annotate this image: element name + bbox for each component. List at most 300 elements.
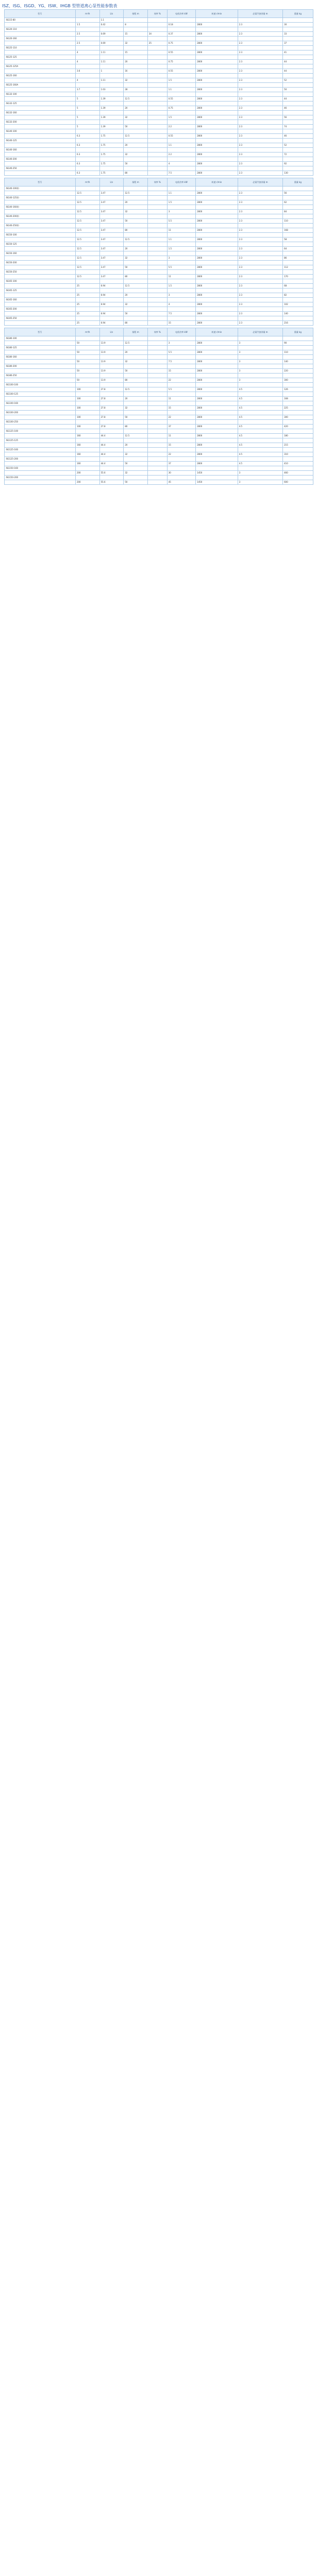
table-cell: 44.4 [99, 443, 124, 448]
table-row [4, 392, 313, 397]
table-cell [196, 55, 238, 60]
table-cell [283, 55, 313, 60]
table-cell [99, 316, 124, 321]
model-cell: ISG25-125 [4, 55, 75, 60]
table-cell: 1.1 [167, 88, 195, 92]
table-cell: 168 [283, 228, 313, 233]
table-cell: 215 [283, 443, 313, 448]
table-cell: 12.5 [75, 200, 99, 205]
model-cell: ISG20-160 [4, 37, 75, 41]
table-cell [147, 171, 167, 176]
model-cell [4, 97, 75, 101]
table-cell [196, 224, 238, 228]
table-cell [147, 346, 167, 350]
model-cell: ISG50-200 [4, 261, 75, 265]
table-cell: 44 [283, 60, 313, 64]
table-cell: 2800 [196, 256, 238, 261]
table-cell: 3.47 [99, 228, 124, 233]
table-cell: 6.3 [75, 134, 99, 139]
table-cell: 44 [283, 69, 313, 74]
table-cell [196, 289, 238, 293]
table-cell [196, 336, 238, 341]
header-efficiency: 效率 % [147, 10, 167, 18]
table-cell: 46 [283, 134, 313, 139]
table-cell [75, 214, 99, 219]
table-cell [147, 438, 167, 443]
table-cell [99, 401, 124, 406]
table-cell [147, 196, 167, 200]
table-cell: 15 [167, 369, 195, 374]
table-cell [196, 18, 238, 23]
table-cell [99, 476, 124, 480]
table-cell [147, 205, 167, 210]
table-cell [283, 18, 313, 23]
table-cell: 160 [75, 434, 99, 438]
table-cell [75, 289, 99, 293]
table-row [4, 270, 313, 275]
table-cell: 2.3 [238, 88, 282, 92]
table-cell: 2800 [196, 97, 238, 101]
table-cell: 30 [283, 23, 313, 27]
table-cell: 0.55 [167, 134, 195, 139]
table-cell: 52 [283, 78, 313, 83]
table-row [4, 471, 313, 476]
model-cell: ISG125-125 [4, 438, 75, 443]
table-cell: 3 [238, 471, 282, 476]
table-cell [147, 401, 167, 406]
table-row [4, 115, 313, 120]
table-cell [147, 50, 167, 55]
table-cell: 0.55 [167, 69, 195, 74]
table-cell: 0.18 [167, 23, 195, 27]
table-row [4, 289, 313, 293]
table-cell [196, 27, 238, 32]
table-cell: 6.3 [75, 171, 99, 176]
header-speed: 转速 r/min [196, 178, 238, 187]
table-cell: 82 [283, 293, 313, 298]
table-cell: 3 [238, 369, 282, 374]
table-row [4, 411, 313, 415]
model-cell [4, 69, 75, 74]
table-cell: 13.9 [99, 360, 124, 364]
table-cell [124, 374, 148, 378]
model-cell [4, 369, 75, 374]
table-cell: 62 [283, 200, 313, 205]
table-cell [238, 476, 282, 480]
table-cell: 2800 [196, 247, 238, 251]
model-cell: ISG32-200 [4, 120, 75, 125]
table-cell [75, 120, 99, 125]
table-cell: 5 [75, 106, 99, 111]
table-cell [99, 438, 124, 443]
table-cell: 11 [167, 228, 195, 233]
model-cell: ISG65-100 [4, 279, 75, 284]
table-cell [147, 480, 167, 485]
model-cell: ISG65-160 [4, 298, 75, 302]
header-efficiency: 效率 % [147, 328, 167, 336]
table-cell [75, 129, 99, 134]
model-cell [4, 378, 75, 383]
table-row [4, 69, 313, 74]
table-cell: 32 [124, 302, 148, 307]
table-cell [99, 74, 124, 78]
model-cell: ISG80-200 [4, 364, 75, 369]
table-cell [99, 364, 124, 369]
table-cell [283, 383, 313, 387]
table-cell: 12.5 [124, 434, 148, 438]
table-cell [147, 129, 167, 134]
table-cell [283, 316, 313, 321]
table-row [4, 275, 313, 279]
table-cell: 2800 [196, 60, 238, 64]
table-row [4, 152, 313, 157]
model-cell: ISG50-160 [4, 251, 75, 256]
table-row [4, 214, 313, 219]
table-cell [167, 429, 195, 434]
model-cell: ISG25-160A [4, 83, 75, 88]
table-cell [147, 360, 167, 364]
table-cell: 3.7 [75, 88, 99, 92]
table-cell: 6.94 [99, 321, 124, 326]
section-3-wrapper [4, 328, 313, 485]
model-cell: ISG32-125 [4, 101, 75, 106]
table-cell: 50 [75, 350, 99, 355]
table-cell [75, 111, 99, 115]
table-cell [124, 438, 148, 443]
model-cell [4, 60, 75, 64]
table-cell [238, 187, 282, 191]
table-row [4, 111, 313, 115]
table-row [4, 83, 313, 88]
table-cell: 1.75 [99, 162, 124, 166]
table-cell [283, 120, 313, 125]
table-row [4, 457, 313, 462]
model-cell [4, 312, 75, 316]
table-cell: 32 [124, 78, 148, 83]
model-cell: ISG40-125(I) [4, 196, 75, 200]
table-cell [238, 233, 282, 238]
table-cell: 0.69 [99, 41, 124, 46]
table-cell: 12.5 [124, 238, 148, 242]
model-cell: ISG25-125A [4, 64, 75, 69]
table-cell [124, 196, 148, 200]
table-cell: 12.5 [75, 219, 99, 224]
table-cell: 50 [124, 312, 148, 316]
table-cell: 1.39 [99, 125, 124, 129]
table-cell [75, 279, 99, 284]
table-cell: 3 [167, 293, 195, 298]
table-cell [75, 438, 99, 443]
table-row [4, 139, 313, 143]
table-cell: 3 [238, 341, 282, 346]
model-cell [4, 115, 75, 120]
table-cell [167, 411, 195, 415]
table-row [4, 355, 313, 360]
table-cell [99, 37, 124, 41]
table-cell [124, 466, 148, 471]
header-speed: 转速 r/min [196, 10, 238, 18]
table-cell [147, 162, 167, 166]
table-cell: 2800 [196, 406, 238, 411]
table-cell [147, 23, 167, 27]
table-row [4, 148, 313, 152]
table-row [4, 360, 313, 364]
table-cell [167, 139, 195, 143]
table-cell: 4.5 [238, 387, 282, 392]
table-cell: 50 [75, 369, 99, 374]
table-cell: 4.5 [238, 443, 282, 448]
table-cell [124, 307, 148, 312]
table-cell [167, 307, 195, 312]
table-cell [124, 457, 148, 462]
table-cell [99, 101, 124, 106]
table-cell: 300 [283, 378, 313, 383]
table-cell [283, 187, 313, 191]
table-row [4, 78, 313, 83]
table-cell [167, 374, 195, 378]
table-cell: 50 [124, 219, 148, 224]
table-row [4, 251, 313, 256]
table-cell [147, 374, 167, 378]
table-cell [167, 420, 195, 425]
table-cell [124, 27, 148, 32]
table-cell [124, 279, 148, 284]
table-cell: 2800 [196, 360, 238, 364]
table-cell: 50 [75, 341, 99, 346]
header-weight: 重量 kg [283, 10, 313, 18]
table-cell: 37 [167, 462, 195, 466]
table-cell [75, 148, 99, 152]
table-cell [124, 242, 148, 247]
table-row [4, 106, 313, 111]
table-cell [99, 261, 124, 265]
table-cell [147, 336, 167, 341]
table-cell [147, 111, 167, 115]
table-cell [238, 224, 282, 228]
table-cell [147, 191, 167, 196]
table-cell [147, 261, 167, 265]
table-cell: 50 [124, 162, 148, 166]
table-row [4, 129, 313, 134]
table-cell [75, 157, 99, 162]
table-cell [124, 346, 148, 350]
table-cell: 50 [124, 462, 148, 466]
table-cell: 12.5 [75, 228, 99, 233]
table-cell [167, 92, 195, 97]
table-cell [238, 242, 282, 247]
table-row [4, 448, 313, 452]
table-cell [238, 261, 282, 265]
table-row [4, 27, 313, 32]
table-cell [238, 316, 282, 321]
table-cell [283, 74, 313, 78]
table-cell [196, 46, 238, 50]
table-cell [147, 74, 167, 78]
table-cell [167, 101, 195, 106]
table-cell [147, 392, 167, 397]
table-cell [167, 364, 195, 369]
table-cell: 3.47 [99, 256, 124, 261]
table-cell [147, 60, 167, 64]
table-cell: 32 [124, 406, 148, 411]
table-cell: 3.6 [75, 69, 99, 74]
table-cell [75, 196, 99, 200]
table-cell: 32 [124, 360, 148, 364]
table-cell: 110 [283, 350, 313, 355]
table-cell [238, 18, 282, 23]
table-cell [99, 346, 124, 350]
table-cell [147, 27, 167, 32]
table-cell [124, 111, 148, 115]
table-cell: 12.5 [124, 191, 148, 196]
table-cell [147, 462, 167, 466]
table-cell [147, 289, 167, 293]
table-row [4, 462, 313, 466]
table-cell: 4 [75, 78, 99, 83]
table-cell [147, 471, 167, 476]
table-cell: 44.4 [99, 452, 124, 457]
table-cell [283, 37, 313, 41]
table-row [4, 224, 313, 228]
model-cell: ISG25-110 [4, 46, 75, 50]
table-cell: 2800 [196, 106, 238, 111]
table-row [4, 265, 313, 270]
table-row [4, 321, 313, 326]
table-cell: 2.3 [238, 69, 282, 74]
table-cell: 34 [147, 32, 167, 37]
table-cell [196, 74, 238, 78]
table-cell: 2.2 [167, 152, 195, 157]
table-cell: 2.3 [238, 115, 282, 120]
table-cell [196, 316, 238, 321]
table-cell [238, 101, 282, 106]
table-cell [238, 251, 282, 256]
header-head: 扬程 m [124, 10, 148, 18]
section-1-body [4, 18, 313, 176]
table-cell: 5 [75, 125, 99, 129]
table-cell: 16 [124, 69, 148, 74]
model-cell [4, 302, 75, 307]
table-cell [196, 466, 238, 471]
model-cell [4, 443, 75, 448]
table-cell [238, 401, 282, 406]
table-cell: 4.5 [238, 434, 282, 438]
table-cell [124, 101, 148, 106]
table-cell: 25 [75, 284, 99, 289]
table-cell [167, 457, 195, 462]
table-cell [99, 196, 124, 200]
section-3-body [4, 336, 313, 485]
table-row [4, 233, 313, 238]
table-cell: 22 [167, 378, 195, 383]
table-cell [147, 355, 167, 360]
table-cell [147, 457, 167, 462]
table-row [4, 64, 313, 69]
table-cell: 12.5 [75, 275, 99, 279]
table-cell: 2.3 [238, 284, 282, 289]
table-cell: 4 [167, 162, 195, 166]
model-cell [4, 462, 75, 466]
table-cell [238, 205, 282, 210]
table-row [4, 41, 313, 46]
table-cell [196, 355, 238, 360]
table-cell: 110 [283, 219, 313, 224]
table-cell [196, 438, 238, 443]
table-cell [147, 369, 167, 374]
table-cell [167, 289, 195, 293]
table-cell: 1.5 [167, 115, 195, 120]
table-cell: 50 [75, 378, 99, 383]
table-cell [147, 378, 167, 383]
table-cell [196, 148, 238, 152]
table-cell [283, 214, 313, 219]
table-cell: 7.5 [167, 360, 195, 364]
model-cell [4, 321, 75, 326]
header-model: 型号 [4, 328, 75, 336]
model-cell [4, 425, 75, 429]
model-cell: ISG40-125 [4, 139, 75, 143]
table-cell: 160 [75, 452, 99, 457]
table-cell [238, 346, 282, 350]
table-row [4, 279, 313, 284]
table-cell [238, 214, 282, 219]
table-cell [283, 129, 313, 134]
table-row [4, 383, 313, 387]
table-cell [167, 392, 195, 397]
header-flow-ls: L/s [99, 10, 124, 18]
table-cell: 11 [167, 275, 195, 279]
table-cell [147, 97, 167, 101]
table-cell [238, 129, 282, 134]
table-cell [167, 187, 195, 191]
table-cell [238, 111, 282, 115]
table-row [4, 341, 313, 346]
table-cell [147, 148, 167, 152]
table-cell [147, 420, 167, 425]
table-row [4, 336, 313, 341]
table-cell [283, 64, 313, 69]
table-cell: 2800 [196, 321, 238, 326]
model-cell: ISG100-100 [4, 383, 75, 387]
table-cell [283, 355, 313, 360]
table-cell [238, 157, 282, 162]
table-row [4, 420, 313, 425]
table-row [4, 46, 313, 50]
table-cell: 52 [283, 143, 313, 148]
table-cell [167, 27, 195, 32]
table-row [4, 364, 313, 369]
table-cell: 4.5 [238, 462, 282, 466]
table-cell [99, 46, 124, 50]
table-cell: 20 [124, 293, 148, 298]
table-row [4, 134, 313, 139]
table-cell [238, 429, 282, 434]
table-cell [75, 233, 99, 238]
header-weight: 重量 kg [283, 178, 313, 187]
table-cell: 460 [283, 471, 313, 476]
table-cell [167, 166, 195, 171]
model-cell: ISG25-160 [4, 74, 75, 78]
table-cell [75, 101, 99, 106]
table-cell [75, 307, 99, 312]
table-cell [147, 302, 167, 307]
table-cell: 225 [283, 406, 313, 411]
table-cell: 6.3 [75, 152, 99, 157]
model-cell [4, 360, 75, 364]
table-cell [99, 224, 124, 228]
header-head: 扬程 m [124, 328, 148, 336]
table-row [4, 101, 313, 106]
